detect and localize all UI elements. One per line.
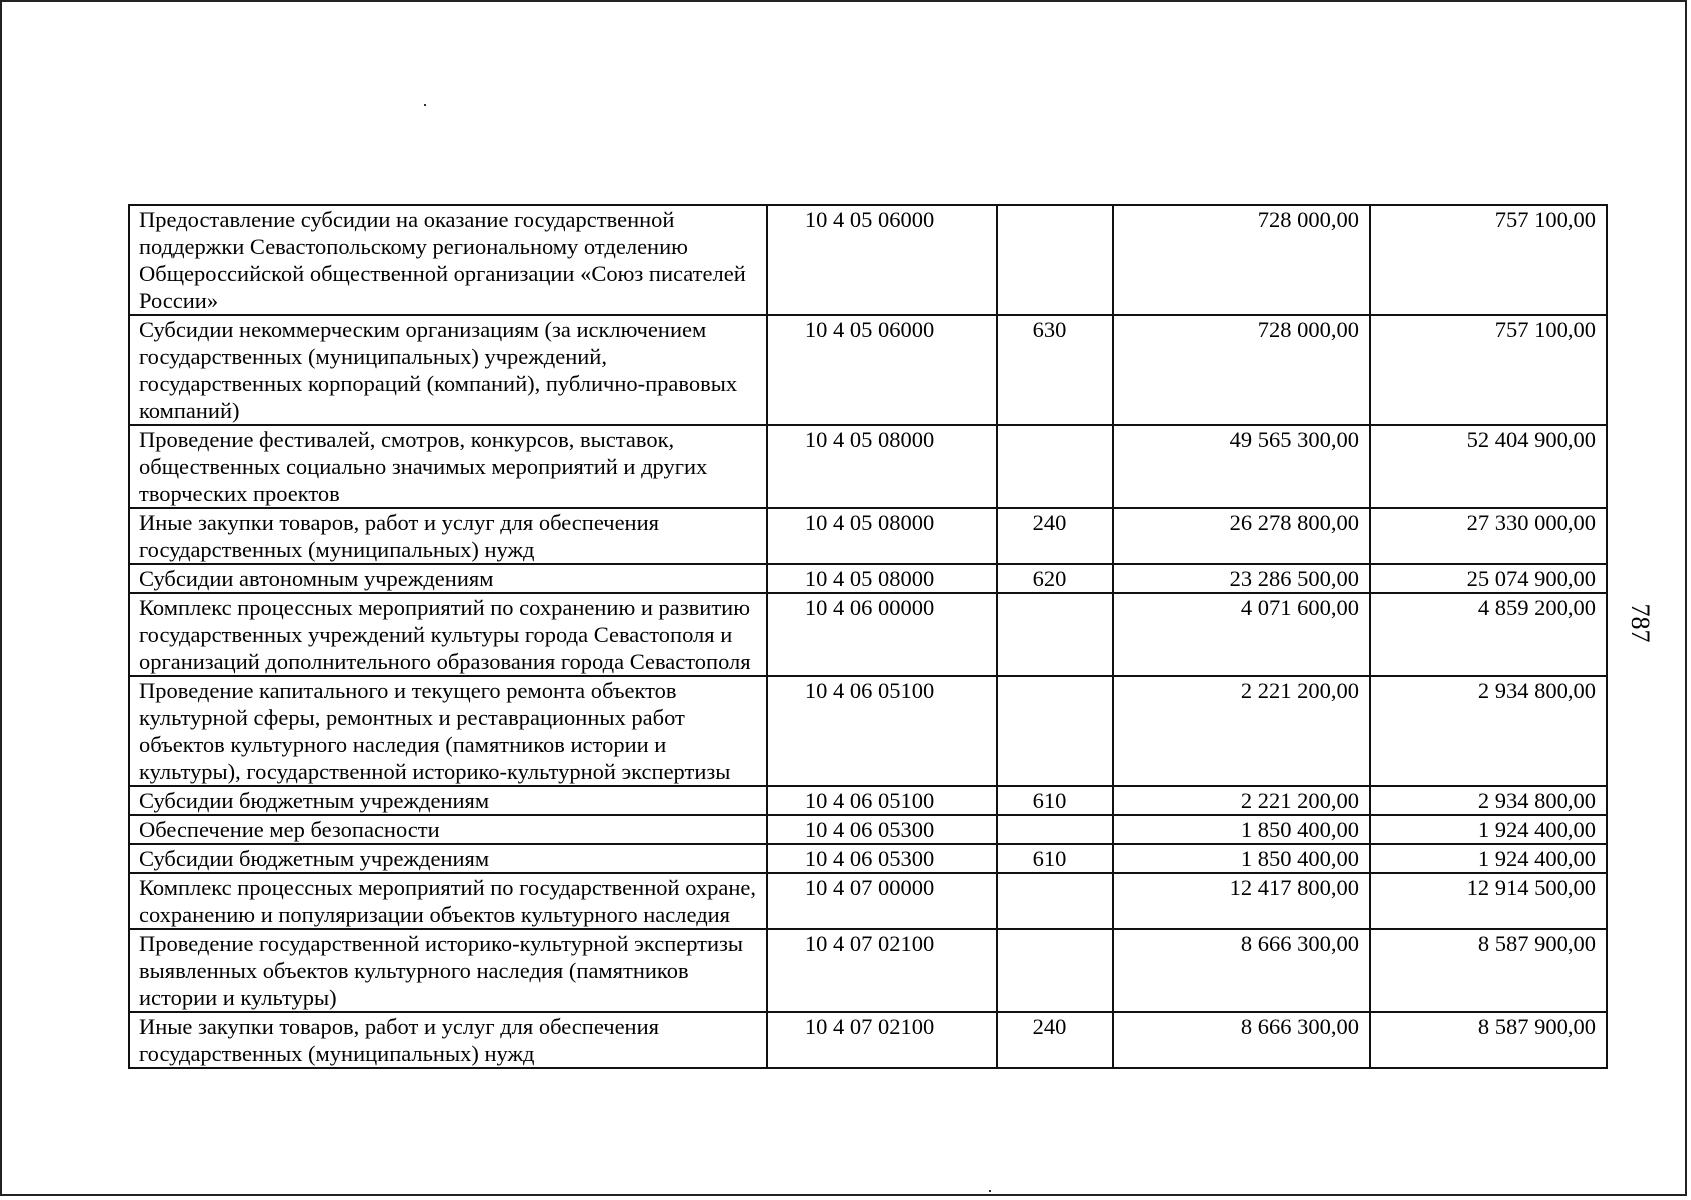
amount-year1-cell: 8 666 300,00 xyxy=(1113,929,1370,1012)
table-row xyxy=(129,929,1607,1012)
description-cell: Комплекс процессных мероприятий по сохранению и развитию государственных учреждений культуры города Севастополя и организаций дополнительного образования города Севастополя xyxy=(129,593,767,676)
table-row xyxy=(129,205,1607,315)
code-cell: 10 4 06 05100 xyxy=(767,676,997,786)
table-row xyxy=(129,815,1607,844)
scan-speck xyxy=(989,1190,991,1192)
amount-year1-cell: 12 417 800,00 xyxy=(1113,873,1370,929)
code-cell: 10 4 07 02100 xyxy=(767,929,997,1012)
table-row xyxy=(129,786,1607,815)
amount-year2-cell: 757 100,00 xyxy=(1370,315,1607,425)
amount-year2-cell: 757 100,00 xyxy=(1370,205,1607,315)
expense-type-cell xyxy=(997,815,1113,844)
page-number: 787 xyxy=(1626,603,1655,643)
code-cell: 10 4 06 00000 xyxy=(767,593,997,676)
description-cell: Иные закупки товаров, работ и услуг для обеспечения государственных (муниципальных) нужд xyxy=(129,1012,767,1068)
amount-year2-cell: 52 404 900,00 xyxy=(1370,425,1607,508)
expense-type-cell xyxy=(997,873,1113,929)
amount-year1-cell: 1 850 400,00 xyxy=(1113,844,1370,873)
expense-type-cell xyxy=(997,425,1113,508)
table-row xyxy=(129,1012,1607,1068)
budget-table xyxy=(128,204,1608,1069)
amount-year2-cell: 1 924 400,00 xyxy=(1370,815,1607,844)
amount-year1-cell: 26 278 800,00 xyxy=(1113,508,1370,564)
amount-year1-cell: 23 286 500,00 xyxy=(1113,564,1370,593)
table-row xyxy=(129,425,1607,508)
scan-speck xyxy=(424,104,426,106)
amount-year2-cell: 12 914 500,00 xyxy=(1370,873,1607,929)
expense-type-cell xyxy=(997,676,1113,786)
code-cell: 10 4 05 08000 xyxy=(767,508,997,564)
amount-year2-cell: 1 924 400,00 xyxy=(1370,844,1607,873)
table-row xyxy=(129,873,1607,929)
table-row xyxy=(129,676,1607,786)
amount-year1-cell: 2 221 200,00 xyxy=(1113,786,1370,815)
description-cell: Проведение фестивалей, смотров, конкурсов, выставок, общественных социально значимых мероприятий и других творческих проектов xyxy=(129,425,767,508)
description-cell: Проведение государственной историко-культурной экспертизы выявленных объектов культурного наследия (памятников истории и культуры) xyxy=(129,929,767,1012)
expense-type-cell xyxy=(997,205,1113,315)
code-cell: 10 4 06 05100 xyxy=(767,786,997,815)
code-cell: 10 4 07 02100 xyxy=(767,1012,997,1068)
amount-year1-cell: 8 666 300,00 xyxy=(1113,1012,1370,1068)
code-cell: 10 4 05 08000 xyxy=(767,564,997,593)
description-cell: Иные закупки товаров, работ и услуг для обеспечения государственных (муниципальных) нужд xyxy=(129,508,767,564)
amount-year1-cell: 728 000,00 xyxy=(1113,315,1370,425)
expense-type-cell: 630 xyxy=(997,315,1113,425)
expense-type-cell: 610 xyxy=(997,844,1113,873)
budget-table-body xyxy=(129,205,1607,1068)
code-cell: 10 4 05 08000 xyxy=(767,425,997,508)
table-row xyxy=(129,593,1607,676)
expense-type-cell xyxy=(997,593,1113,676)
table-row xyxy=(129,564,1607,593)
description-cell: Субсидии автономным учреждениям xyxy=(129,564,767,593)
description-cell: Субсидии некоммерческим организациям (за исключением государственных (муниципальных) учреждений, государственных корпораций (компаний), публично-правовых компаний) xyxy=(129,315,767,425)
amount-year1-cell: 1 850 400,00 xyxy=(1113,815,1370,844)
code-cell: 10 4 05 06000 xyxy=(767,205,997,315)
amount-year2-cell: 2 934 800,00 xyxy=(1370,676,1607,786)
amount-year1-cell: 49 565 300,00 xyxy=(1113,425,1370,508)
expense-type-cell xyxy=(997,929,1113,1012)
table-row xyxy=(129,508,1607,564)
code-cell: 10 4 06 05300 xyxy=(767,844,997,873)
expense-type-cell: 240 xyxy=(997,1012,1113,1068)
expense-type-cell: 240 xyxy=(997,508,1113,564)
amount-year1-cell: 2 221 200,00 xyxy=(1113,676,1370,786)
expense-type-cell: 620 xyxy=(997,564,1113,593)
amount-year2-cell: 27 330 000,00 xyxy=(1370,508,1607,564)
amount-year2-cell: 25 074 900,00 xyxy=(1370,564,1607,593)
code-cell: 10 4 05 06000 xyxy=(767,315,997,425)
description-cell: Субсидии бюджетным учреждениям xyxy=(129,786,767,815)
amount-year2-cell: 2 934 800,00 xyxy=(1370,786,1607,815)
description-cell: Субсидии бюджетным учреждениям xyxy=(129,844,767,873)
amount-year1-cell: 4 071 600,00 xyxy=(1113,593,1370,676)
amount-year2-cell: 8 587 900,00 xyxy=(1370,1012,1607,1068)
description-cell: Предоставление субсидии на оказание государственной поддержки Севастопольскому региональному отделению Общероссийской общественной организации «Союз писателей России» xyxy=(129,205,767,315)
table-row xyxy=(129,315,1607,425)
amount-year2-cell: 8 587 900,00 xyxy=(1370,929,1607,1012)
code-cell: 10 4 07 00000 xyxy=(767,873,997,929)
description-cell: Проведение капитального и текущего ремонта объектов культурной сферы, ремонтных и реставрационных работ объектов культурного наследия (памятников истории и культуры), государственной историко-культурной экспертизы xyxy=(129,676,767,786)
table-row xyxy=(129,844,1607,873)
description-cell: Комплекс процессных мероприятий по государственной охране, сохранению и популяризации объектов культурного наследия xyxy=(129,873,767,929)
expense-type-cell: 610 xyxy=(997,786,1113,815)
code-cell: 10 4 06 05300 xyxy=(767,815,997,844)
amount-year1-cell: 728 000,00 xyxy=(1113,205,1370,315)
amount-year2-cell: 4 859 200,00 xyxy=(1370,593,1607,676)
description-cell: Обеспечение мер безопасности xyxy=(129,815,767,844)
